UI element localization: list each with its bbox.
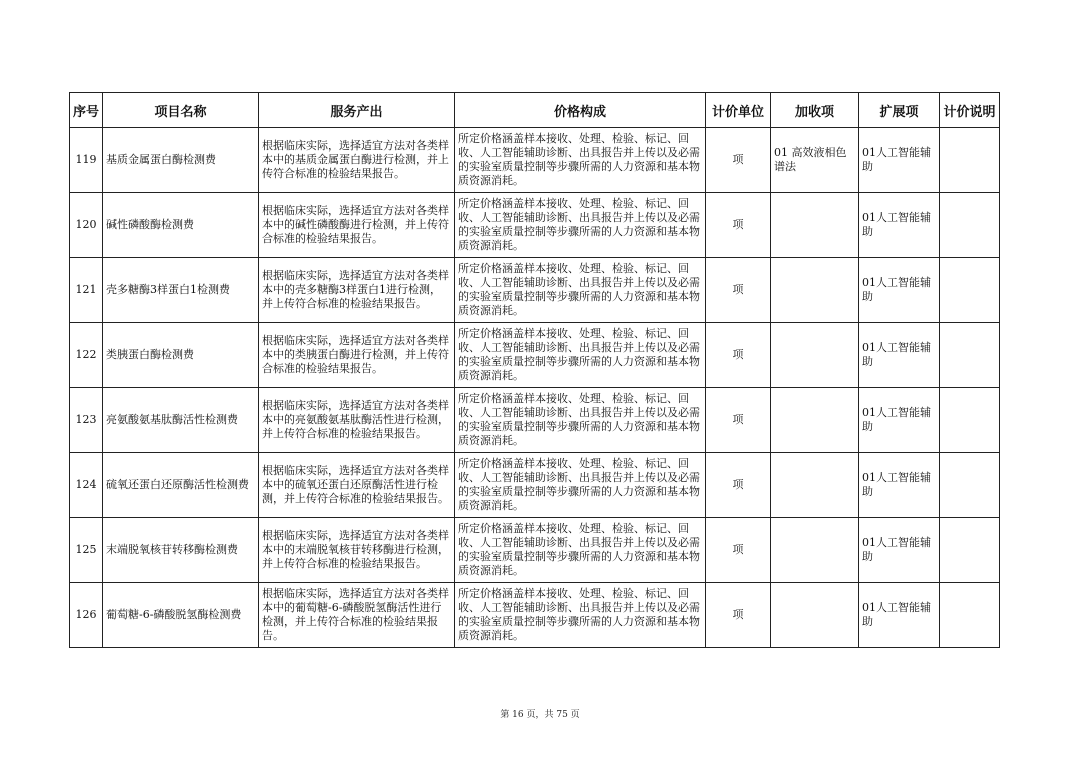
cell-seq: 119: [70, 128, 103, 193]
table-row: [70, 453, 1000, 518]
table-row: [70, 583, 1000, 648]
header-pricing-note: 计价说明: [940, 93, 1000, 128]
cell-surcharge: [771, 258, 859, 323]
cell-pricing-unit: 项: [706, 258, 771, 323]
header-extension: 扩展项: [859, 93, 940, 128]
cell-surcharge: [771, 193, 859, 258]
cell-surcharge: [771, 388, 859, 453]
cell-seq: 124: [70, 453, 103, 518]
page-number-footer: 第 16 页，共 75 页: [500, 710, 580, 720]
cell-extension: 01人工智能辅助: [859, 583, 940, 648]
cell-pricing-note: [940, 388, 1000, 453]
cell-item-name: 末端脱氧核苷转移酶检测费: [103, 518, 259, 583]
cell-pricing-unit: 项: [706, 323, 771, 388]
cell-pricing-note: [940, 583, 1000, 648]
cell-price-composition: 所定价格涵盖样本接收、处理、检验、标记、回收、人工智能辅助诊断、出具报告并上传以及必需的实验室质量控制等步骤所需的人力资源和基本物质资源消耗。: [455, 583, 706, 648]
cell-pricing-unit: 项: [706, 388, 771, 453]
cell-pricing-note: [940, 323, 1000, 388]
cell-item-name: 碱性磷酸酶检测费: [103, 193, 259, 258]
cell-surcharge: [771, 518, 859, 583]
cell-item-name: 亮氨酸氨基肽酶活性检测费: [103, 388, 259, 453]
table-row: [70, 323, 1000, 388]
cell-service-output: 根据临床实际，选择适宜方法对各类样本中的碱性磷酸酶进行检测，并上传符合标准的检验结果报告。: [259, 193, 455, 258]
header-item-name: 项目名称: [103, 93, 259, 128]
cell-seq: 123: [70, 388, 103, 453]
cell-extension: 01人工智能辅助: [859, 518, 940, 583]
cell-pricing-unit: 项: [706, 583, 771, 648]
cell-price-composition: 所定价格涵盖样本接收、处理、检验、标记、回收、人工智能辅助诊断、出具报告并上传以及必需的实验室质量控制等步骤所需的人力资源和基本物质资源消耗。: [455, 193, 706, 258]
cell-item-name: 基质金属蛋白酶检测费: [103, 128, 259, 193]
cell-extension: 01人工智能辅助: [859, 193, 940, 258]
cell-price-composition: 所定价格涵盖样本接收、处理、检验、标记、回收、人工智能辅助诊断、出具报告并上传以及必需的实验室质量控制等步骤所需的人力资源和基本物质资源消耗。: [455, 453, 706, 518]
cell-service-output: 根据临床实际，选择适宜方法对各类样本中的硫氧还蛋白还原酶活性进行检测，并上传符合标准的检验结果报告。: [259, 453, 455, 518]
cell-pricing-unit: 项: [706, 193, 771, 258]
cell-seq: 125: [70, 518, 103, 583]
cell-price-composition: 所定价格涵盖样本接收、处理、检验、标记、回收、人工智能辅助诊断、出具报告并上传以及必需的实验室质量控制等步骤所需的人力资源和基本物质资源消耗。: [455, 388, 706, 453]
cell-surcharge: [771, 323, 859, 388]
cell-pricing-note: [940, 193, 1000, 258]
cell-service-output: 根据临床实际，选择适宜方法对各类样本中的葡萄糖-6-磷酸脱氢酶活性进行检测，并上传符合标准的检验结果报告。: [259, 583, 455, 648]
pricing-table: [69, 92, 1000, 648]
cell-pricing-note: [940, 258, 1000, 323]
table-row: [70, 518, 1000, 583]
cell-seq: 120: [70, 193, 103, 258]
cell-pricing-unit: 项: [706, 453, 771, 518]
cell-seq: 121: [70, 258, 103, 323]
cell-price-composition: 所定价格涵盖样本接收、处理、检验、标记、回收、人工智能辅助诊断、出具报告并上传以及必需的实验室质量控制等步骤所需的人力资源和基本物质资源消耗。: [455, 518, 706, 583]
table-header-row: [70, 93, 1000, 128]
table-row: [70, 388, 1000, 453]
cell-extension: 01人工智能辅助: [859, 323, 940, 388]
cell-extension: 01人工智能辅助: [859, 128, 940, 193]
cell-item-name: 硫氧还蛋白还原酶活性检测费: [103, 453, 259, 518]
cell-pricing-note: [940, 453, 1000, 518]
cell-price-composition: 所定价格涵盖样本接收、处理、检验、标记、回收、人工智能辅助诊断、出具报告并上传以及必需的实验室质量控制等步骤所需的人力资源和基本物质资源消耗。: [455, 323, 706, 388]
table-row: [70, 258, 1000, 323]
header-surcharge: 加收项: [771, 93, 859, 128]
cell-service-output: 根据临床实际，选择适宜方法对各类样本中的末端脱氧核苷转移酶进行检测，并上传符合标准的检验结果报告。: [259, 518, 455, 583]
cell-seq: 126: [70, 583, 103, 648]
cell-surcharge: [771, 583, 859, 648]
cell-item-name: 葡萄糖-6-磷酸脱氢酶检测费: [103, 583, 259, 648]
cell-surcharge: 01 高效液相色谱法: [771, 128, 859, 193]
cell-extension: 01人工智能辅助: [859, 453, 940, 518]
cell-service-output: 根据临床实际，选择适宜方法对各类样本中的基质金属蛋白酶进行检测，并上传符合标准的检验结果报告。: [259, 128, 455, 193]
header-seq: 序号: [70, 93, 103, 128]
cell-price-composition: 所定价格涵盖样本接收、处理、检验、标记、回收、人工智能辅助诊断、出具报告并上传以及必需的实验室质量控制等步骤所需的人力资源和基本物质资源消耗。: [455, 128, 706, 193]
cell-price-composition: 所定价格涵盖样本接收、处理、检验、标记、回收、人工智能辅助诊断、出具报告并上传以及必需的实验室质量控制等步骤所需的人力资源和基本物质资源消耗。: [455, 258, 706, 323]
table-row: [70, 128, 1000, 193]
cell-surcharge: [771, 453, 859, 518]
cell-extension: 01人工智能辅助: [859, 388, 940, 453]
cell-extension: 01人工智能辅助: [859, 258, 940, 323]
cell-pricing-unit: 项: [706, 518, 771, 583]
cell-service-output: 根据临床实际，选择适宜方法对各类样本中的类胰蛋白酶进行检测，并上传符合标准的检验结果报告。: [259, 323, 455, 388]
cell-item-name: 壳多糖酶3样蛋白1检测费: [103, 258, 259, 323]
header-service-output: 服务产出: [259, 93, 455, 128]
cell-item-name: 类胰蛋白酶检测费: [103, 323, 259, 388]
cell-pricing-note: [940, 128, 1000, 193]
cell-pricing-note: [940, 518, 1000, 583]
cell-pricing-unit: 项: [706, 128, 771, 193]
cell-service-output: 根据临床实际，选择适宜方法对各类样本中的壳多糖酶3样蛋白1进行检测，并上传符合标准的检验结果报告。: [259, 258, 455, 323]
cell-seq: 122: [70, 323, 103, 388]
header-pricing-unit: 计价单位: [706, 93, 771, 128]
header-price-composition: 价格构成: [455, 93, 706, 128]
table-row: [70, 193, 1000, 258]
cell-service-output: 根据临床实际，选择适宜方法对各类样本中的亮氨酸氨基肽酶活性进行检测，并上传符合标准的检验结果报告。: [259, 388, 455, 453]
